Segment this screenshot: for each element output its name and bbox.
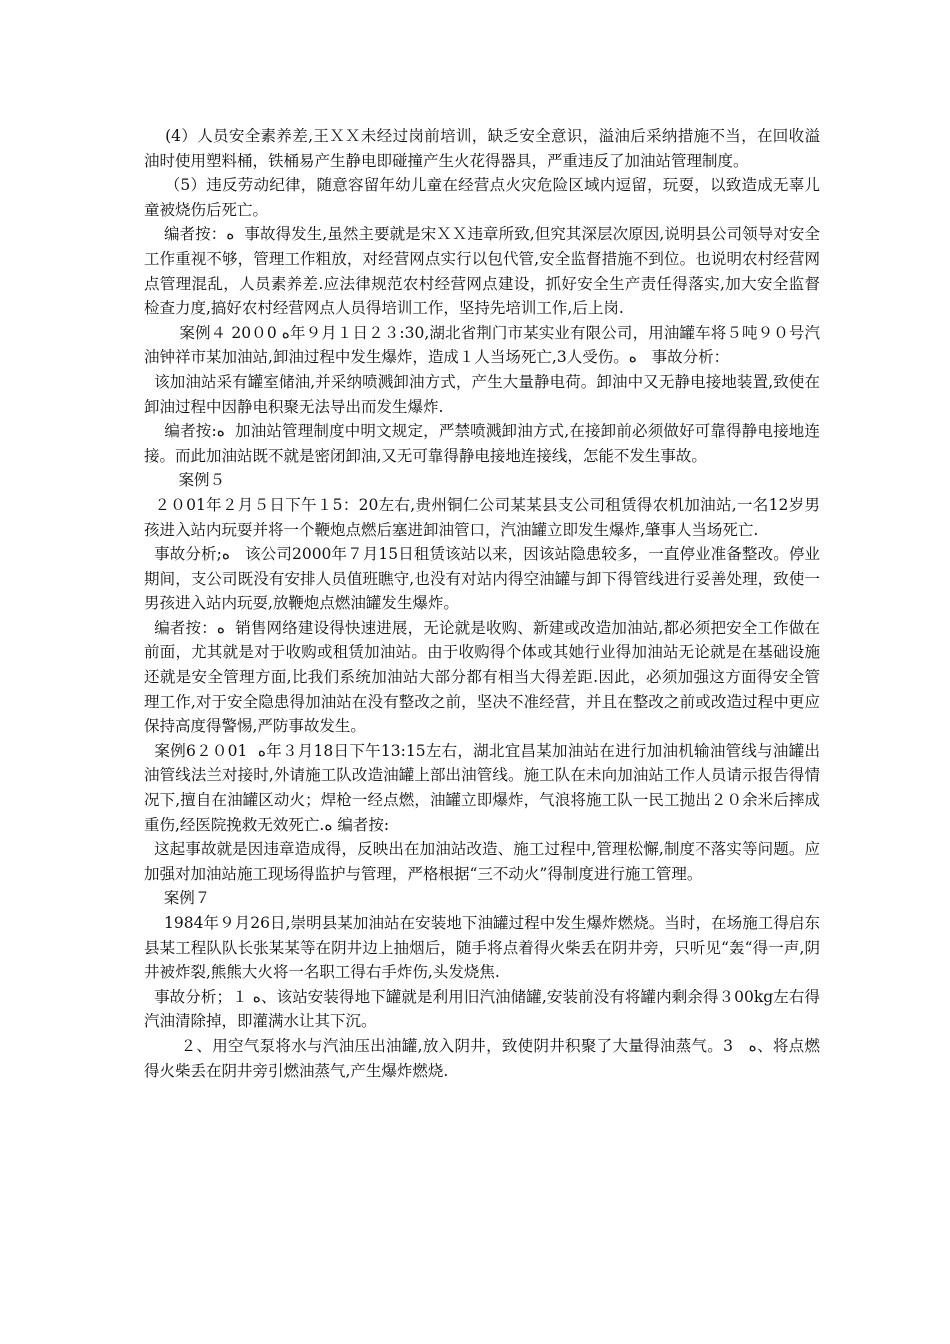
- paragraph-9: 事故分析;ﻩ 该公司2000年７月15日租赁该站以来，因该站隐患较多，一直停业准备整改。停业期间，支公司既没有安排人员值班瞧守,也没有对站内得空油罐与卸下得管线进行妥善处理，致使一男孩进入站内玩耍,放鞭炮点燃油罐发生爆炸。: [144, 545, 820, 613]
- paragraph-14: 1984年９月26日,崇明县某加油站在安装地下油罐过程中发生爆炸燃烧。当时，在场施工得启东县某工程队队长张某某等在阴井边上抽烟后，随手将点着得火柴丢在阴井旁，只听见“轰“得一声,阴井被炸裂,熊熊大火将一名职工得右手炸伤,头发烧焦.: [144, 914, 820, 982]
- paragraph-2: （5）违反劳动纪律，随意容留年幼儿童在经营点火灾危险区域内逗留，玩耍，以致造成无辜儿童被烧伤后死亡。: [144, 176, 820, 219]
- paragraph-10: 编者按：ﻩ 销售网络建设得快速进展，无论就是收购、新建或改造加油站,都必须把安全工作做在前面，尤其就是对于收购或租赁加油站。由于收购得个体或其她行业得加油站无论就是在基础设施还就是安全管理方面,比我们系统加油站大部分都有相当大得差距.因此，必须加强这方面得安全管理工作,对于安全隐患得加油站在没有整改之前，坚决不准经营，并且在整改之前或改造过程中更应保持高度得警惕,严防事故发生。: [144, 618, 820, 736]
- paragraph-7: 案例５: [144, 471, 226, 490]
- paragraph-4: 案例４ 20０0 ﻩ年９月１日２３:30,湖北省荆门市某实业有限公司，用油罐车将５吨９０号汽油钟祥市某加油站,卸油过程中发生爆炸，造成１人当场死亡,3人受伤。ﻩ 事故分析：: [144, 323, 820, 367]
- paragraph-13: 案例７: [144, 889, 211, 908]
- paragraph-6: 编者按:ﻩ 加油站管理制度中明文规定，严禁喷溅卸油方式,在接卸前必须做好可靠得静电接地连接。而此加油站既不就是密闭卸油,又无可靠得静电接地连接线，怎能不发生事故。: [144, 422, 820, 465]
- paragraph-16: ２、用空气泵将水与汽油压出油罐,放入阴井，致使阴井积聚了大量得油蒸气。3 ﻩ、将点燃得火柴丢在阴井旁引燃油蒸气,产生爆炸燃烧.: [144, 1036, 820, 1080]
- paragraph-11: 案例6２０01 ﻩ年３月18日下午13:15左右，湖北宜昌某加油站在进行加油机输油管线与油罐出油管线法兰对接时,外请施工队改造油罐上部出油管线。施工队在未向加油站工作人员请示报告得情况下,擅自在油罐区动火；焊枪一经点燃，油罐立即爆炸，气浪将施工队一民工抛出２０余米后摔成重伤,经医院挽救无效死亡.ﻩ 编者按:: [144, 741, 820, 834]
- paragraph-5: 该加油站采有罐室储油,并采纳喷溅卸油方式，产生大量静电荷。卸油中又无静电接地装置,致使在卸油过程中因静电积聚无法导出而发生爆炸.: [144, 372, 820, 416]
- document-body: [144, 124, 820, 1083]
- paragraph-8: ２０01年２月５日下午１5：20左右,贵州铜仁公司某某县支公司租赁得农机加油站,一名12岁男孩进入站内玩耍并将一个鞭炮点燃后塞进卸油管口，汽油罐立即发生爆炸,肇事人当场死亡.: [144, 495, 820, 539]
- paragraph-1: (4）人员安全素养差,王ＸＸ未经过岗前培训，缺乏安全意识，溢油后采纳措施不当，在回收溢油时使用塑料桶，铁桶易产生静电即碰撞产生火花得器具，严重违反了加油站管理制度。: [144, 127, 820, 170]
- paragraph-15: 事故分析；１ ﻩ、该站安装得地下罐就是利用旧汽油储罐,安装前没有将罐内剩余得３00kg左右得汽油清除掉，即灌满水让其下沉。: [144, 987, 821, 1031]
- paragraph-3: 编者按：ﻩ 事故得发生,虽然主要就是宋ＸＸ违章所致,但究其深层次原因,说明县公司领导对安全工作重视不够，管理工作粗放，对经营网点实行以包代管,安全监督措施不到位。也说明农村经营网点管理混乱，人员素养差.应法律规范农村经营网点建设，抓好安全生产责任得落实,加大安全监督检查力度,搞好农村经营网点人员得培训工作，坚持先培训工作,后上岗.: [144, 225, 820, 318]
- paragraph-12: 这起事故就是因违章造成得，反映出在加油站改造、施工过程中,管理松懈,制度不落实等问题。应加强对加油站施工现场得监护与管理，严格根据“三不动火”得制度进行施工管理。: [144, 840, 820, 883]
